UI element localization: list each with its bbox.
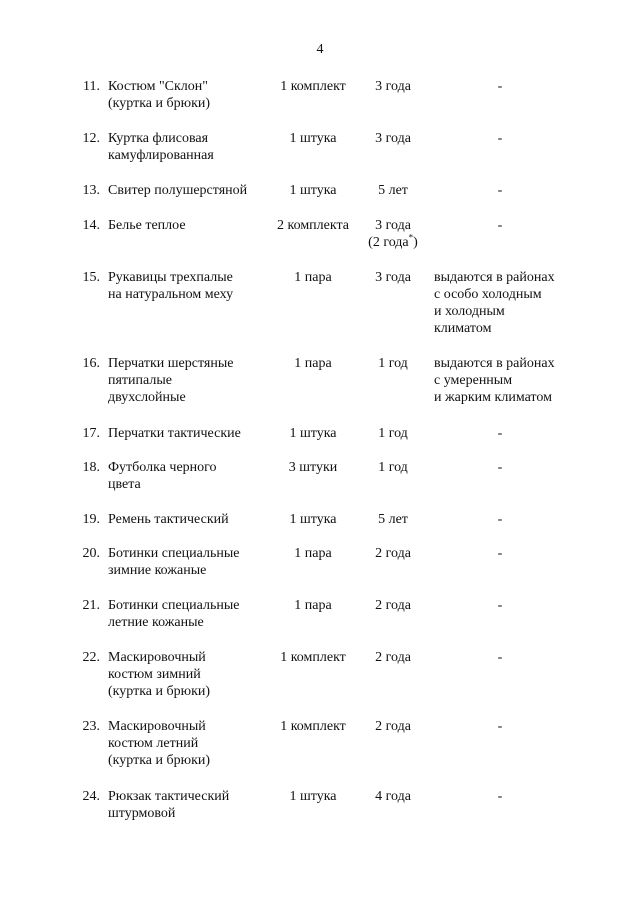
row-number: 17.: [82, 426, 100, 441]
item-term: 5 лет: [378, 512, 408, 527]
item-note: -: [497, 719, 503, 734]
row-number: 15.: [82, 270, 100, 285]
item-term: 2 года: [375, 650, 411, 665]
footnote-mark: *: [408, 232, 414, 243]
item-quantity: 1 пара: [294, 270, 332, 285]
item-quantity: 1 комплект: [280, 79, 346, 94]
item-note: выдаются в районах с умеренным и жарким климатом: [434, 356, 555, 405]
item-note: -: [497, 512, 503, 527]
row-number: 18.: [82, 460, 100, 475]
row-number: 16.: [82, 356, 100, 371]
item-note: -: [497, 218, 503, 233]
item-note: -: [497, 650, 503, 665]
item-note: -: [497, 598, 503, 613]
item-quantity: 1 комплект: [280, 719, 346, 734]
item-name: Ремень тактический: [108, 512, 229, 527]
item-note: -: [497, 789, 503, 804]
row-number: 22.: [82, 650, 100, 665]
item-quantity: 1 штука: [289, 426, 337, 441]
item-term: 2 года: [375, 546, 411, 561]
row-number: 19.: [82, 512, 100, 527]
item-quantity: 2 комплекта: [277, 218, 349, 233]
item-quantity: 1 штука: [289, 512, 337, 527]
item-name: Белье теплое: [108, 218, 186, 233]
term-alt: (2 года: [368, 235, 409, 250]
item-name: Куртка флисовая камуфлированная: [108, 131, 214, 163]
row-number: 23.: [82, 719, 100, 734]
item-term: 2 года: [375, 598, 411, 613]
item-term: 3 года: [375, 270, 411, 285]
item-note: -: [497, 183, 503, 198]
item-term: 3 года: [375, 79, 411, 94]
item-quantity: 1 комплект: [280, 650, 346, 665]
item-quantity: 1 пара: [294, 356, 332, 371]
item-quantity: 1 пара: [294, 598, 332, 613]
item-name: Свитер полушерстяной: [108, 183, 248, 198]
item-name: Рукавицы трехпалые на натуральном меху: [108, 270, 234, 302]
item-note: выдаются в районах с особо холодным и холодным климатом: [434, 270, 555, 336]
item-quantity: 1 штука: [289, 789, 337, 804]
row-number: 11.: [83, 79, 100, 94]
item-term: [357, 217, 429, 251]
item-quantity: 3 штуки: [288, 460, 338, 475]
row-number: 21.: [82, 598, 100, 613]
item-note: -: [497, 460, 503, 475]
item-name: Футболка черного цвета: [108, 460, 217, 492]
row-number: 12.: [82, 131, 100, 146]
row-number: 24.: [82, 789, 100, 804]
row-number: 14.: [82, 218, 100, 233]
row-number: 13.: [82, 183, 100, 198]
item-name: Ботинки специальные зимние кожаные: [108, 546, 240, 578]
item-name: Маскировочный костюм летний (куртка и брюки): [108, 719, 211, 768]
item-name: Ботинки специальные летние кожаные: [108, 598, 240, 630]
item-quantity: 1 штука: [289, 183, 337, 198]
item-term: 1 год: [378, 356, 408, 371]
item-name: Маскировочный костюм зимний (куртка и брюки): [108, 650, 211, 699]
item-note: -: [497, 546, 503, 561]
term-alt-close: ): [413, 235, 418, 250]
item-note: -: [497, 79, 503, 94]
item-name: Перчатки тактические: [108, 426, 241, 441]
item-term: 3 года: [375, 131, 411, 146]
item-term: 1 год: [378, 426, 408, 441]
item-name: Рюкзак тактический штурмовой: [108, 789, 230, 821]
page-number: 4: [316, 42, 324, 57]
item-term: 2 года: [375, 719, 411, 734]
item-term: 5 лет: [378, 183, 408, 198]
term-main: 3 года: [375, 218, 411, 233]
item-name: Костюм "Склон" (куртка и брюки): [108, 79, 211, 111]
item-term: 1 год: [378, 460, 408, 475]
item-quantity: 1 пара: [294, 546, 332, 561]
item-term: 4 года: [375, 789, 411, 804]
item-quantity: 1 штука: [289, 131, 337, 146]
item-note: -: [497, 131, 503, 146]
row-number: 20.: [82, 546, 100, 561]
item-name: Перчатки шерстяные пятипалые двухслойные: [108, 356, 234, 405]
item-note: -: [497, 426, 503, 441]
